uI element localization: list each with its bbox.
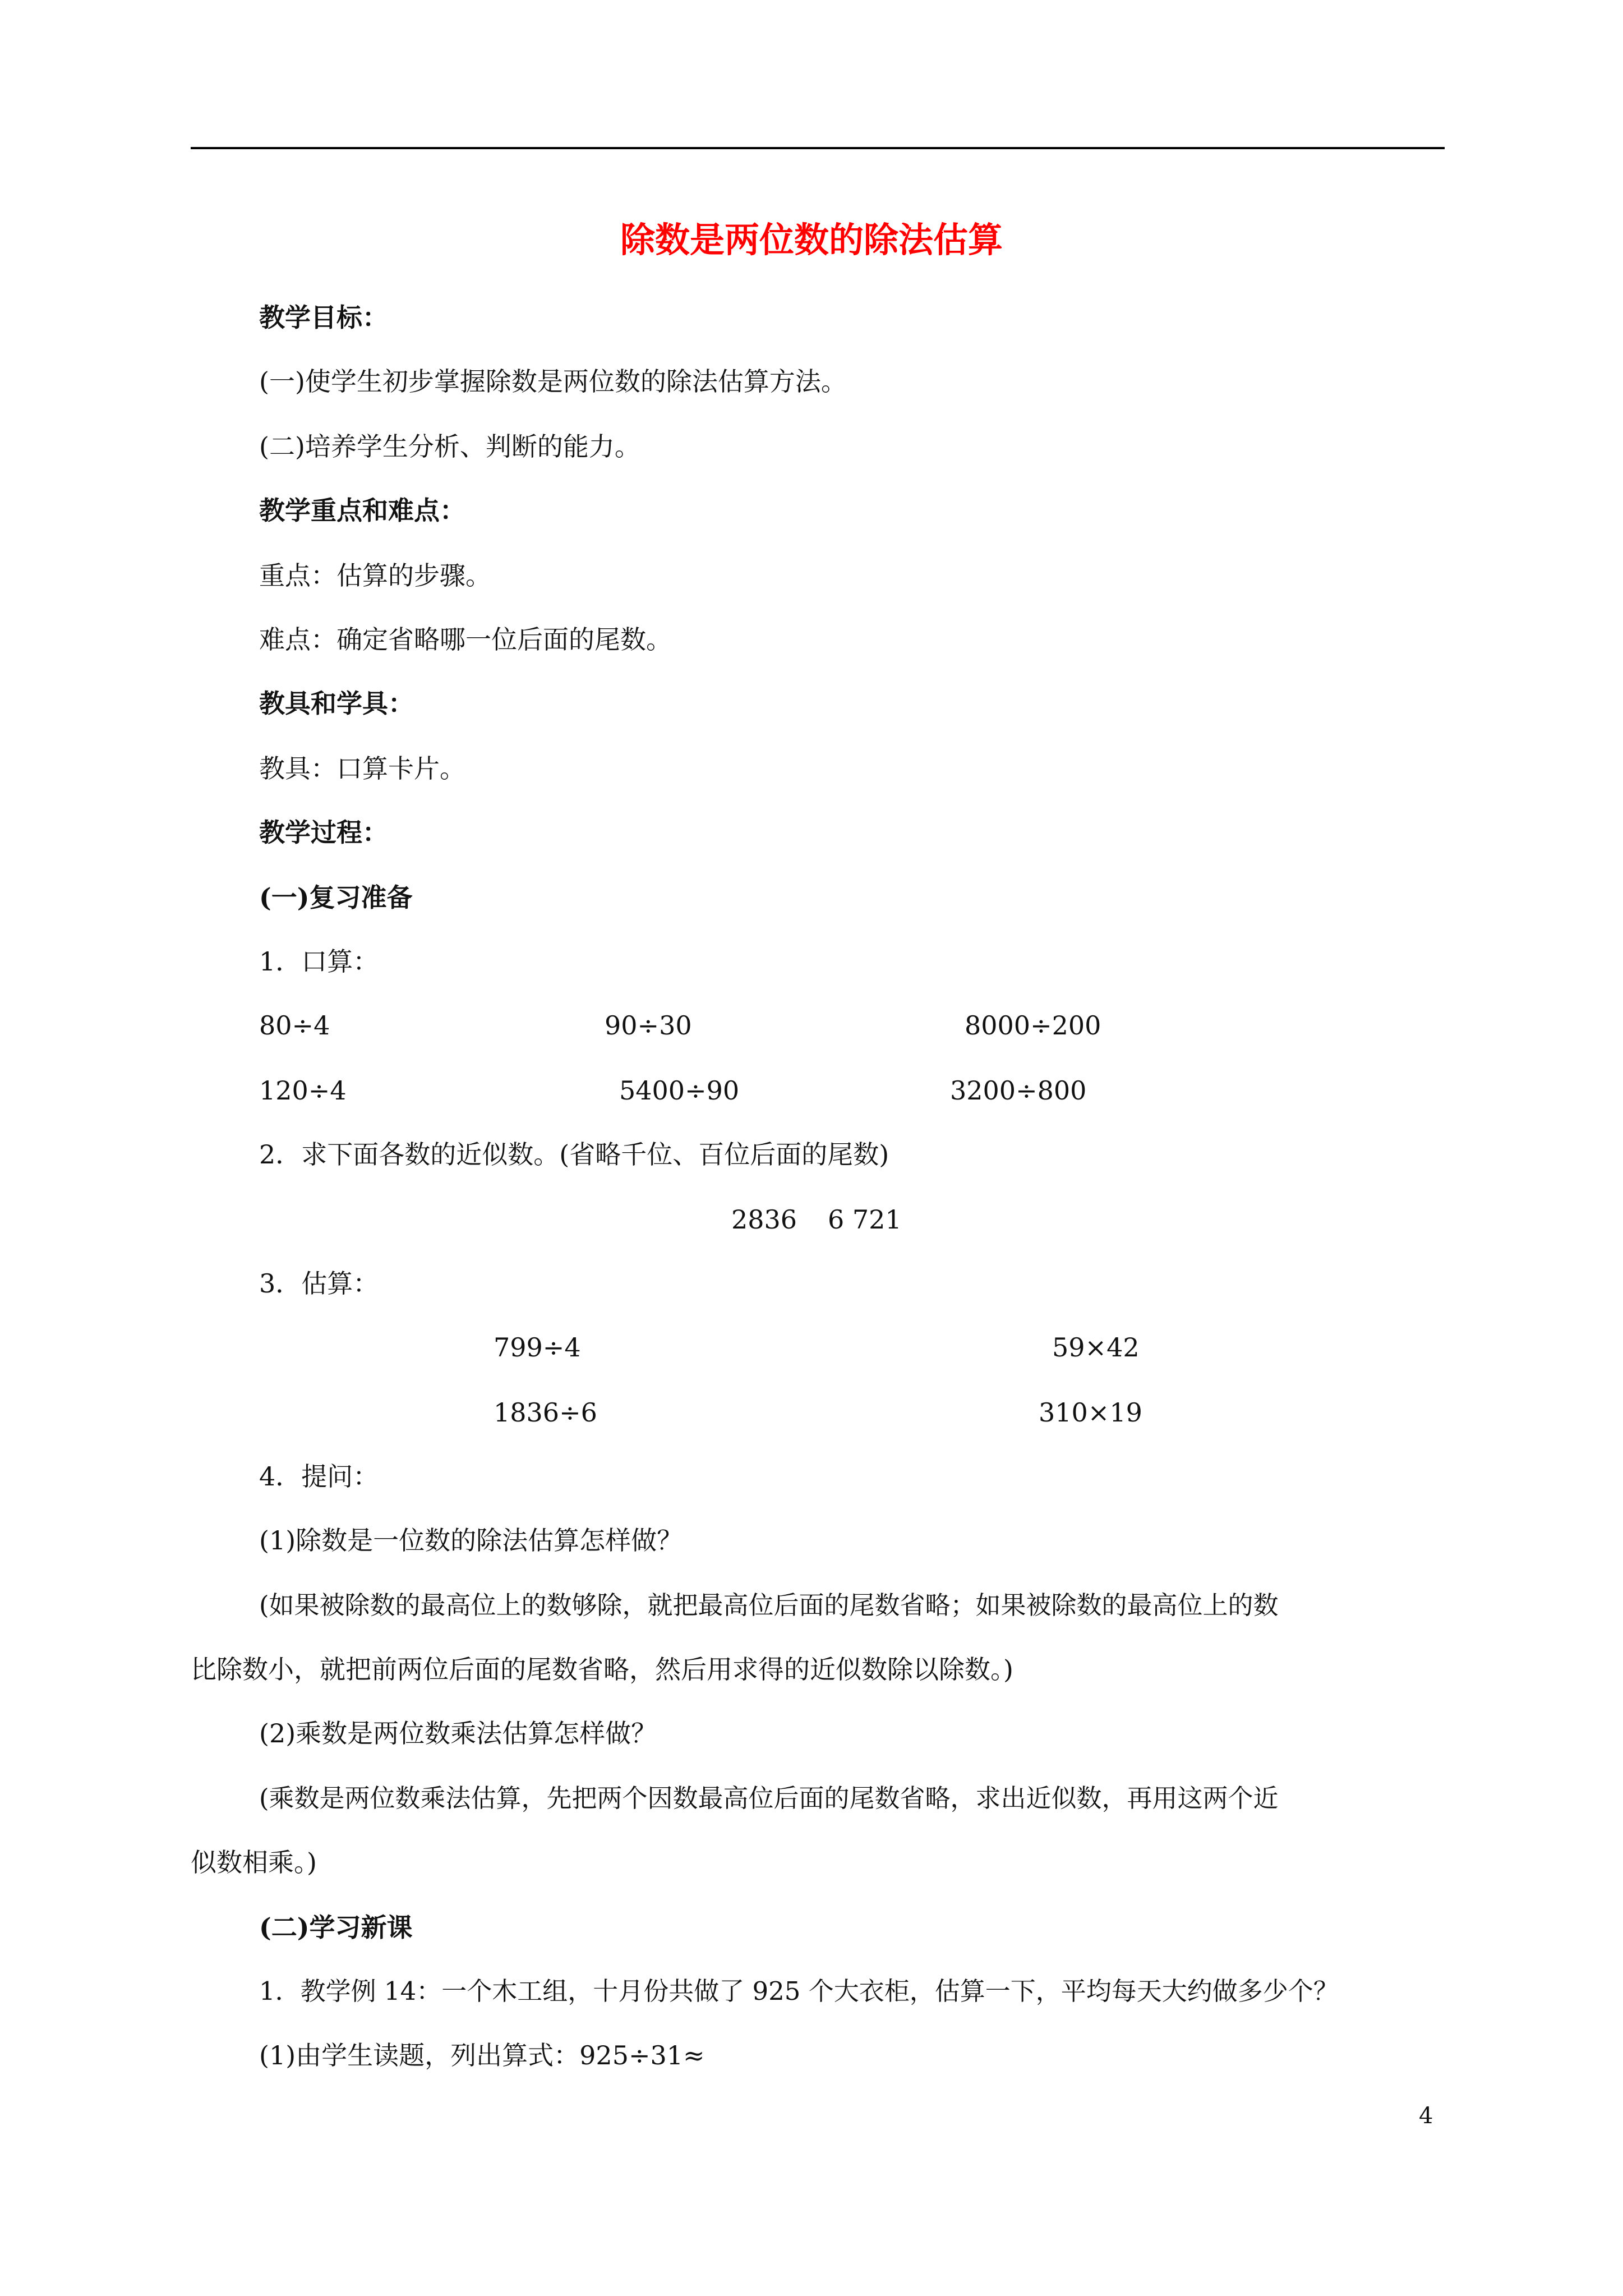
q1-expr: 80÷4 bbox=[259, 1010, 330, 1041]
q4-answer-2-line-2: 似数相乘。) bbox=[191, 1847, 317, 1878]
key-point-difficulty: 难点：确定省略哪一位后面的尾数。 bbox=[259, 624, 672, 655]
page-title: 除数是两位数的除法估算 bbox=[620, 219, 1003, 260]
objectives-heading: 教学目标： bbox=[259, 302, 388, 333]
process-heading: 教学过程： bbox=[259, 817, 388, 848]
q3-expr: 310×19 bbox=[1039, 1397, 1142, 1428]
q3-expr: 799÷4 bbox=[494, 1332, 581, 1363]
q1-expr: 5400÷90 bbox=[619, 1075, 740, 1106]
q4-question-2: (2)乘数是两位数乘法估算怎样做？ bbox=[259, 1718, 657, 1749]
key-point-focus: 重点：估算的步骤。 bbox=[259, 560, 491, 591]
q4-question-1: (1)除数是一位数的除法估算怎样做？ bbox=[259, 1525, 683, 1556]
tools-heading: 教具和学具： bbox=[259, 688, 414, 719]
part1-heading: (一)复习准备 bbox=[259, 882, 413, 913]
q1-expr: 90÷30 bbox=[605, 1010, 692, 1041]
q4-label: 4．提问： bbox=[259, 1461, 379, 1492]
q3-expr: 1836÷6 bbox=[494, 1397, 597, 1428]
objective-item-1: (一)使学生初步掌握除数是两位数的除法估算方法。 bbox=[259, 366, 847, 397]
q4-answer-1-line-1: (如果被除数的最高位上的数够除，就把最高位后面的尾数省略；如果被除数的最高位上的数 bbox=[259, 1590, 1279, 1620]
part2-heading: (二)学习新课 bbox=[259, 1912, 413, 1943]
objective-item-2: (二)培养学生分析、判断的能力。 bbox=[259, 431, 640, 462]
q1-label: 1．口算： bbox=[259, 946, 379, 977]
q2-label: 2．求下面各数的近似数。(省略千位、百位后面的尾数) bbox=[259, 1139, 889, 1170]
q3-label: 3．估算： bbox=[259, 1268, 379, 1299]
q1-expr: 120÷4 bbox=[259, 1075, 347, 1106]
q1-expr: 8000÷200 bbox=[965, 1010, 1101, 1041]
key-points-heading: 教学重点和难点： bbox=[259, 495, 465, 526]
q4-answer-2-line-1: (乘数是两位数乘法估算，先把两个因数最高位后面的尾数省略，求出近似数，再用这两个近 bbox=[259, 1783, 1279, 1813]
q4-answer-1-line-2: 比除数小，就把前两位后面的尾数省略，然后用求得的近似数除以除数。) bbox=[191, 1654, 1013, 1685]
example-step-1: (1)由学生读题，列出算式：925÷31≈ bbox=[259, 2040, 705, 2070]
tools-item: 教具：口算卡片。 bbox=[259, 753, 465, 784]
q2-number: 2836 bbox=[731, 1204, 797, 1235]
page-number: 4 bbox=[1419, 2103, 1433, 2129]
q2-number: 6 721 bbox=[828, 1204, 902, 1235]
example-14: 1．教学例 14：一个木工组，十月份共做了 925 个大衣柜，估算一下，平均每天大约做多少个？ bbox=[259, 1976, 1339, 2006]
header-rule bbox=[191, 147, 1445, 149]
q1-expr: 3200÷800 bbox=[950, 1075, 1087, 1106]
q3-expr: 59×42 bbox=[1052, 1332, 1140, 1363]
